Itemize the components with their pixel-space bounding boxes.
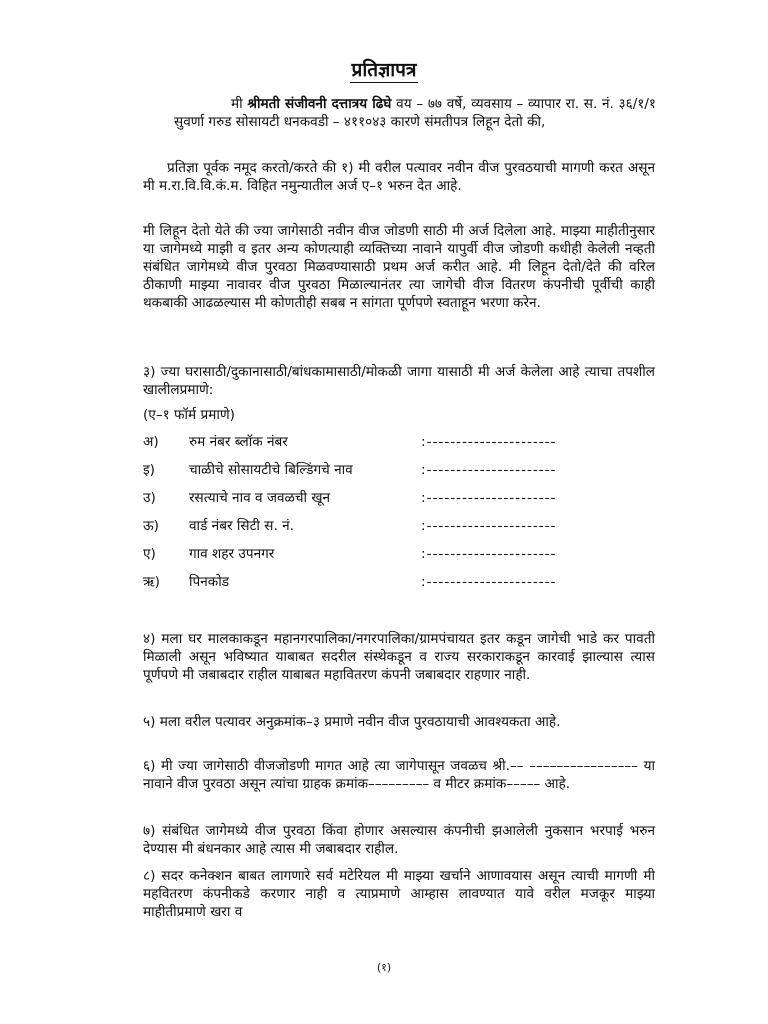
detail-item: ऋ) पिनकोड :---------------------- [143,574,557,590]
fill-blank: :---------------------- [421,490,557,506]
paragraph-8: ८) सदर कनेक्शन बाबत लागणारे सर्व मटेरियल मी माझ्या खर्चाने आणावयास असून त्याची मागणी मी महवितरण कंपनीकडे करणार नाही व त्याप्रमाणे आम्हास लावण्यात यावे वरील मजकूर माझ्या माहीतीप्रमाणे खरा व [143,868,655,920]
paragraph-1: प्रतिज्ञा पूर्वक नमूद करतो/करते की १) मी वरील पत्यावर नवीन वीज पुरवठयाची मागणी करत असून मी म.रा.वि.वि.कं.म. विहित नमुन्यातील अर्ज ए–१ भरुन देत आहे. [143,160,655,194]
detail-item: उ) रसत्याचे नाव व जवळची खून :---------------------- [143,490,557,506]
detail-item: इ) चाळीचे सोसायटीचे बिल्डिंगचे नाव :---------------------- [143,462,557,478]
detail-item: ऊ) वार्ड नंबर सिटी स. नं. :---------------------- [143,518,557,534]
fill-blank: :---------------------- [421,546,557,562]
page-number: (१) [376,961,392,974]
fill-blank: :---------------------- [421,518,557,534]
paragraph-4: ४) मला घर मालकाकडून महानगरपालिका/नगरपालिका/ग्रामपंचायत इतर कडून जागेची भाडे कर पावती मिळाली असून भविष्यात याबाबत सदरील संस्थेकडून व राज्य सरकाराकडून कारवाई झाल्यास त्यास पूर्णपणे मी जबाबदार राहील याबाबत महावितरण कंपनी जबाबदार राहणार नाही. [143,631,655,683]
declarant-name: श्रीमती संजीवनी दत्तात्रय ढिघे [247,96,392,112]
fill-blank: :---------------------- [421,434,557,450]
form-reference: (ए–१ फॉर्म प्रमाणे) [143,407,235,423]
paragraph-2: मी लिहून देतो येते की ज्या जागेसाठी नवीन वीज जोडणी साठी मी अर्ज दिलेला आहे. माझ्या माहीतीनुसार या जागेमध्ये माझी व इतर अन्य कोणत्याही व्यक्तिच्या नावाने यापुर्वी वीज जोडणी कधीही केलेली नव्हती संबंधित जागेमध्ये वीज पुरवठा मिळवण्यासाठी प्रथम अर्ज करीत आहे. मी लिहून देतो/देते की वरिल ठीकाणी माझ्या नावावर वीज पुरवठा मिळाल्यानंतर त्या जागेची वीज वितरण कंपनीची पूर्वीची काही थकबाकी आढळल्यास मी कोणतीही सबब न सांगता पूर्णपणे स्वताहून भरणा करेन. [143,223,655,311]
fill-blank: :---------------------- [421,462,557,478]
intro-paragraph: मी श्रीमती संजीवनी दत्तात्रय ढिघे वय – ७७ वर्षे, व्यवसाय – व्यापार रा. स. नं. ३६/१/१ सुवर्णा गरुड सोसायटी धनकवडी – ४११०४३ कारणे संमतीपत्र लिहून देतो की, [174,96,656,130]
document-title [0,56,768,82]
detail-item: अ) रुम नंबर ब्लॉक नंबर :---------------------- [143,434,557,450]
paragraph-5: ५) मला वरील पत्यावर अनुक्रमांक–३ प्रमाणे नवीन वीज पुरवठायाची आवश्यकता आहे. [143,714,561,730]
paragraph-7: ७) संबंधित जागेमध्ये वीज पुरवठा किंवा होणार असल्यास कंपनीची झआलेली नुकसान भरपाई भरुन देण्यास मी बंधनकार आहे त्यास मी जबाबदार राहील. [143,823,655,857]
paragraph-3: ३) ज्या घरासाठी/दुकानासाठी/बांधकामासाठी/मोकळी जागा यासाठी मी अर्ज केलेला आहे त्याचा तपशील खालीलप्रमाणे: [143,364,655,398]
fill-blank: :---------------------- [421,574,557,590]
title-text: प्रतिज्ञापत्र [351,59,417,81]
detail-item: ए) गाव शहर उपनगर :---------------------- [143,546,557,562]
paragraph-6: ६) मी ज्या जागेसाठी वीजजोडणी मागत आहे त्या जागेपासून जवळच श्री.–– –––––––––––––––– या नावाने वीज पुरवठा असून त्यांचा ग्राहक क्रमांक––––––––– व मीटर क्रमांक––––– आहे. [143,758,655,792]
